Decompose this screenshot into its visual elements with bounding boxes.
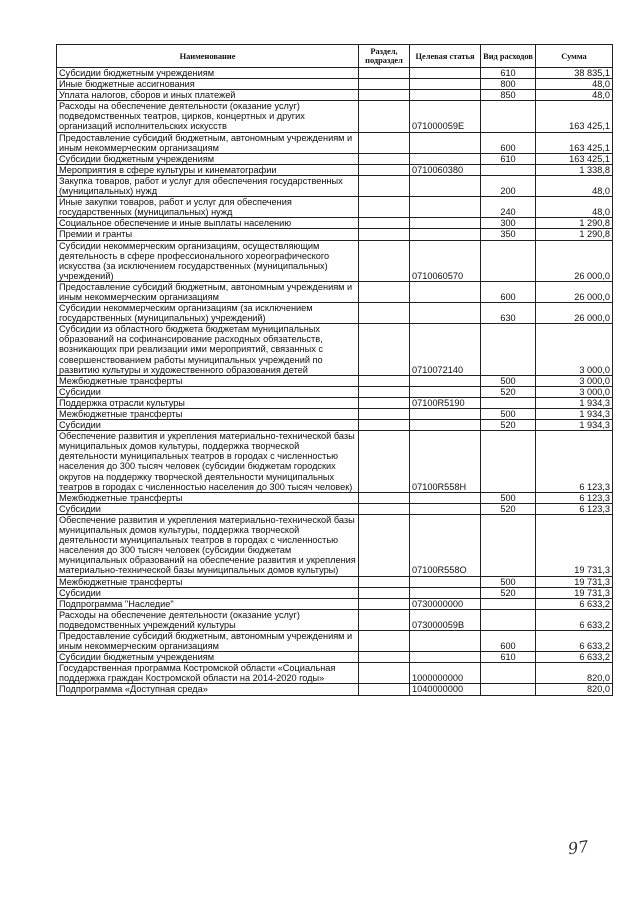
row-target: 1000000000: [410, 663, 481, 684]
row-type: 600: [481, 132, 536, 153]
row-sum: 1 290,8: [536, 218, 613, 229]
row-sum: 3 000,0: [536, 324, 613, 375]
row-target: 07100R5190: [410, 397, 481, 408]
row-section: [359, 218, 410, 229]
row-name: Расходы на обеспечение деятельности (оказание услуг) подведомственных театров, цирков, концертных и других организаций исполнительских искусств: [57, 101, 359, 132]
row-name: Иные закупки товаров, работ и услуг для обеспечения государственных (муниципальных) нужд: [57, 197, 359, 218]
row-sum: 19 731,3: [536, 587, 613, 598]
row-target: [410, 197, 481, 218]
row-type: 520: [481, 420, 536, 431]
row-target: [410, 386, 481, 397]
row-name: Субсидии: [57, 587, 359, 598]
row-name: Межбюджетные трансферты: [57, 492, 359, 503]
row-target: 07100R558Н: [410, 431, 481, 493]
row-type: 500: [481, 492, 536, 503]
row-target: 0710072140: [410, 324, 481, 375]
table-row: [57, 218, 613, 229]
row-name: Предоставление субсидий бюджетным, автономным учреждениям и иным некоммерческим организациям: [57, 132, 359, 153]
row-type: [481, 684, 536, 695]
row-type: 610: [481, 652, 536, 663]
table-row: [57, 492, 613, 503]
row-name: Субсидии из областного бюджета бюджетам муниципальных образований на софинансирование расходных обязательств, возникающих при реализации ими мероприятий, связанных с совершенствованием работы муниципальных учреждений по развитию культуры и художественного образования детей: [57, 324, 359, 375]
row-name: Поддержка отрасли культуры: [57, 397, 359, 408]
table-row: [57, 503, 613, 514]
row-sum: 1 934,3: [536, 397, 613, 408]
row-sum: 163 425,1: [536, 101, 613, 132]
row-type: [481, 324, 536, 375]
row-name: Обеспечение развития и укрепления материально-технической базы муниципальных домов культуры, поддержка творческой деятельности муниципальных театров в городах с численностью населения до 300 тысяч человек (субсидии бюджетам муниципальных образований на обеспечение развития и укрепления материально-технической базы муниципальных домов культуры): [57, 514, 359, 576]
table-row: [57, 630, 613, 651]
row-name: Субсидии: [57, 420, 359, 431]
table-header-row: [57, 45, 613, 68]
row-section: [359, 229, 410, 240]
row-name: Расходы на обеспечение деятельности (оказание услуг) подведомственных учреждений культуры: [57, 609, 359, 630]
row-name: Межбюджетные трансферты: [57, 409, 359, 420]
row-target: [410, 90, 481, 101]
row-type: 600: [481, 630, 536, 651]
row-type: [481, 598, 536, 609]
row-section: [359, 630, 410, 651]
row-sum: 26 000,0: [536, 303, 613, 324]
table-row: [57, 663, 613, 684]
table-row: [57, 197, 613, 218]
table-row: [57, 587, 613, 598]
row-section: [359, 79, 410, 90]
row-type: 500: [481, 375, 536, 386]
row-name: Субсидии бюджетным учреждениям: [57, 652, 359, 663]
row-type: [481, 663, 536, 684]
header-section: Раздел, подраздел: [359, 45, 410, 68]
row-name: Предоставление субсидий бюджетным, автономным учреждениям и иным некоммерческим организациям: [57, 630, 359, 651]
row-section: [359, 175, 410, 196]
row-type: 610: [481, 153, 536, 164]
row-target: 071000059Е: [410, 101, 481, 132]
row-section: [359, 609, 410, 630]
row-target: [410, 587, 481, 598]
row-section: [359, 514, 410, 576]
row-section: [359, 68, 410, 79]
row-type: 520: [481, 386, 536, 397]
table-row: [57, 175, 613, 196]
row-name: Субсидии бюджетным учреждениям: [57, 153, 359, 164]
row-name: Премии и гранты: [57, 229, 359, 240]
row-name: Мероприятия в сфере культуры и кинематографии: [57, 164, 359, 175]
row-sum: 6 633,2: [536, 609, 613, 630]
row-type: [481, 240, 536, 281]
row-sum: 6 123,3: [536, 492, 613, 503]
row-target: [410, 79, 481, 90]
row-section: [359, 684, 410, 695]
row-name: Закупка товаров, работ и услуг для обеспечения государственных (муниципальных) нужд: [57, 175, 359, 196]
table-row: [57, 90, 613, 101]
row-target: [410, 503, 481, 514]
row-name: Субсидии некоммерческим организациям (за исключением государственных (муниципальных) учреждений): [57, 303, 359, 324]
row-sum: 163 425,1: [536, 153, 613, 164]
row-name: Обеспечение развития и укрепления материально-технической базы муниципальных домов культуры, поддержка творческой деятельности муниципальных театров в городах с численностью населения до 300 тысяч человек (субсидии бюджетам городских округов на поддержку творческой деятельности муниципальных театров в городах с численностью населения до 300 тысяч человек): [57, 431, 359, 493]
header-sum: Сумма: [536, 45, 613, 68]
table-row: [57, 397, 613, 408]
row-section: [359, 101, 410, 132]
row-section: [359, 153, 410, 164]
table-row: [57, 229, 613, 240]
row-type: 850: [481, 90, 536, 101]
row-sum: 19 731,3: [536, 576, 613, 587]
row-section: [359, 324, 410, 375]
row-target: [410, 576, 481, 587]
row-target: [410, 652, 481, 663]
table-row: [57, 431, 613, 493]
row-sum: 1 338,8: [536, 164, 613, 175]
row-type: 520: [481, 503, 536, 514]
row-type: [481, 164, 536, 175]
row-name: Субсидии: [57, 503, 359, 514]
row-sum: 1 934,3: [536, 409, 613, 420]
row-target: [410, 492, 481, 503]
row-sum: 6 123,3: [536, 431, 613, 493]
row-section: [359, 503, 410, 514]
row-type: [481, 397, 536, 408]
row-name: Предоставление субсидий бюджетным, автономным учреждениям и иным некоммерческим организациям: [57, 281, 359, 302]
row-name: Уплата налогов, сборов и иных платежей: [57, 90, 359, 101]
row-target: 073000059В: [410, 609, 481, 630]
row-target: 0710060380: [410, 164, 481, 175]
row-name: Иные бюджетные ассигнования: [57, 79, 359, 90]
table-row: [57, 324, 613, 375]
row-target: 0730000000: [410, 598, 481, 609]
row-target: [410, 68, 481, 79]
row-type: 300: [481, 218, 536, 229]
row-name: Подпрограмма "Наследие": [57, 598, 359, 609]
row-section: [359, 386, 410, 397]
row-section: [359, 409, 410, 420]
row-sum: 1 290,8: [536, 229, 613, 240]
table-row: [57, 164, 613, 175]
header-type: Вид расходов: [481, 45, 536, 68]
table-body: [57, 68, 613, 696]
row-target: 1040000000: [410, 684, 481, 695]
row-type: 800: [481, 79, 536, 90]
row-name: Межбюджетные трансферты: [57, 375, 359, 386]
row-target: [410, 303, 481, 324]
row-sum: 19 731,3: [536, 514, 613, 576]
table-row: [57, 652, 613, 663]
table-row: [57, 420, 613, 431]
row-type: 500: [481, 576, 536, 587]
row-target: [410, 630, 481, 651]
row-name: Субсидии бюджетным учреждениям: [57, 68, 359, 79]
row-section: [359, 240, 410, 281]
row-sum: 26 000,0: [536, 281, 613, 302]
table-row: [57, 684, 613, 695]
table-row: [57, 609, 613, 630]
header-target: Целевая статья: [410, 45, 481, 68]
row-sum: 26 000,0: [536, 240, 613, 281]
table-row: [57, 101, 613, 132]
row-sum: 3 000,0: [536, 375, 613, 386]
row-type: [481, 431, 536, 493]
row-name: Субсидии: [57, 386, 359, 397]
row-sum: 38 835,1: [536, 68, 613, 79]
row-target: [410, 409, 481, 420]
table-row: [57, 386, 613, 397]
table-row: [57, 576, 613, 587]
table-row: [57, 153, 613, 164]
row-sum: 6 633,2: [536, 630, 613, 651]
row-name: Подпрограмма «Доступная среда»: [57, 684, 359, 695]
row-type: [481, 609, 536, 630]
row-name: Социальное обеспечение и иные выплаты населению: [57, 218, 359, 229]
row-section: [359, 375, 410, 386]
row-section: [359, 164, 410, 175]
row-type: 610: [481, 68, 536, 79]
row-target: [410, 218, 481, 229]
row-section: [359, 663, 410, 684]
row-sum: 48,0: [536, 197, 613, 218]
row-target: 07100R558О: [410, 514, 481, 576]
row-type: 500: [481, 409, 536, 420]
row-section: [359, 576, 410, 587]
row-sum: 820,0: [536, 663, 613, 684]
row-section: [359, 652, 410, 663]
row-section: [359, 492, 410, 503]
row-type: 520: [481, 587, 536, 598]
row-type: [481, 101, 536, 132]
row-section: [359, 420, 410, 431]
row-target: [410, 375, 481, 386]
page-number: 97: [566, 836, 590, 859]
row-target: [410, 229, 481, 240]
row-sum: 820,0: [536, 684, 613, 695]
table-row: [57, 514, 613, 576]
row-sum: 48,0: [536, 175, 613, 196]
header-name: Наименование: [57, 45, 359, 68]
row-section: [359, 132, 410, 153]
row-name: Субсидии некоммерческим организациям, осуществляющим деятельность в сфере профессионального хореографического искусства (за исключением государственных (муниципальных) учреждений): [57, 240, 359, 281]
row-type: [481, 514, 536, 576]
table-row: [57, 68, 613, 79]
row-sum: 48,0: [536, 90, 613, 101]
row-type: 600: [481, 281, 536, 302]
row-section: [359, 90, 410, 101]
row-section: [359, 197, 410, 218]
row-target: [410, 281, 481, 302]
row-type: 350: [481, 229, 536, 240]
table-row: [57, 375, 613, 386]
row-sum: 6 633,2: [536, 652, 613, 663]
row-name: Межбюджетные трансферты: [57, 576, 359, 587]
row-sum: 163 425,1: [536, 132, 613, 153]
table-row: [57, 240, 613, 281]
row-type: 200: [481, 175, 536, 196]
row-type: 240: [481, 197, 536, 218]
budget-table: [56, 44, 613, 696]
row-section: [359, 303, 410, 324]
table-row: [57, 409, 613, 420]
row-section: [359, 281, 410, 302]
row-sum: 3 000,0: [536, 386, 613, 397]
table-row: [57, 281, 613, 302]
row-sum: 48,0: [536, 79, 613, 90]
row-target: [410, 420, 481, 431]
row-section: [359, 598, 410, 609]
row-target: [410, 153, 481, 164]
table-row: [57, 132, 613, 153]
row-section: [359, 431, 410, 493]
row-target: [410, 132, 481, 153]
row-sum: 6 633,2: [536, 598, 613, 609]
row-target: [410, 175, 481, 196]
row-name: Государственная программа Костромской области «Социальная поддержка граждан Костромской области на 2014-2020 годы»: [57, 663, 359, 684]
table-row: [57, 303, 613, 324]
row-section: [359, 587, 410, 598]
row-section: [359, 397, 410, 408]
row-target: 0710060570: [410, 240, 481, 281]
table-row: [57, 598, 613, 609]
table-row: [57, 79, 613, 90]
row-sum: 6 123,3: [536, 503, 613, 514]
row-sum: 1 934,3: [536, 420, 613, 431]
row-type: 630: [481, 303, 536, 324]
